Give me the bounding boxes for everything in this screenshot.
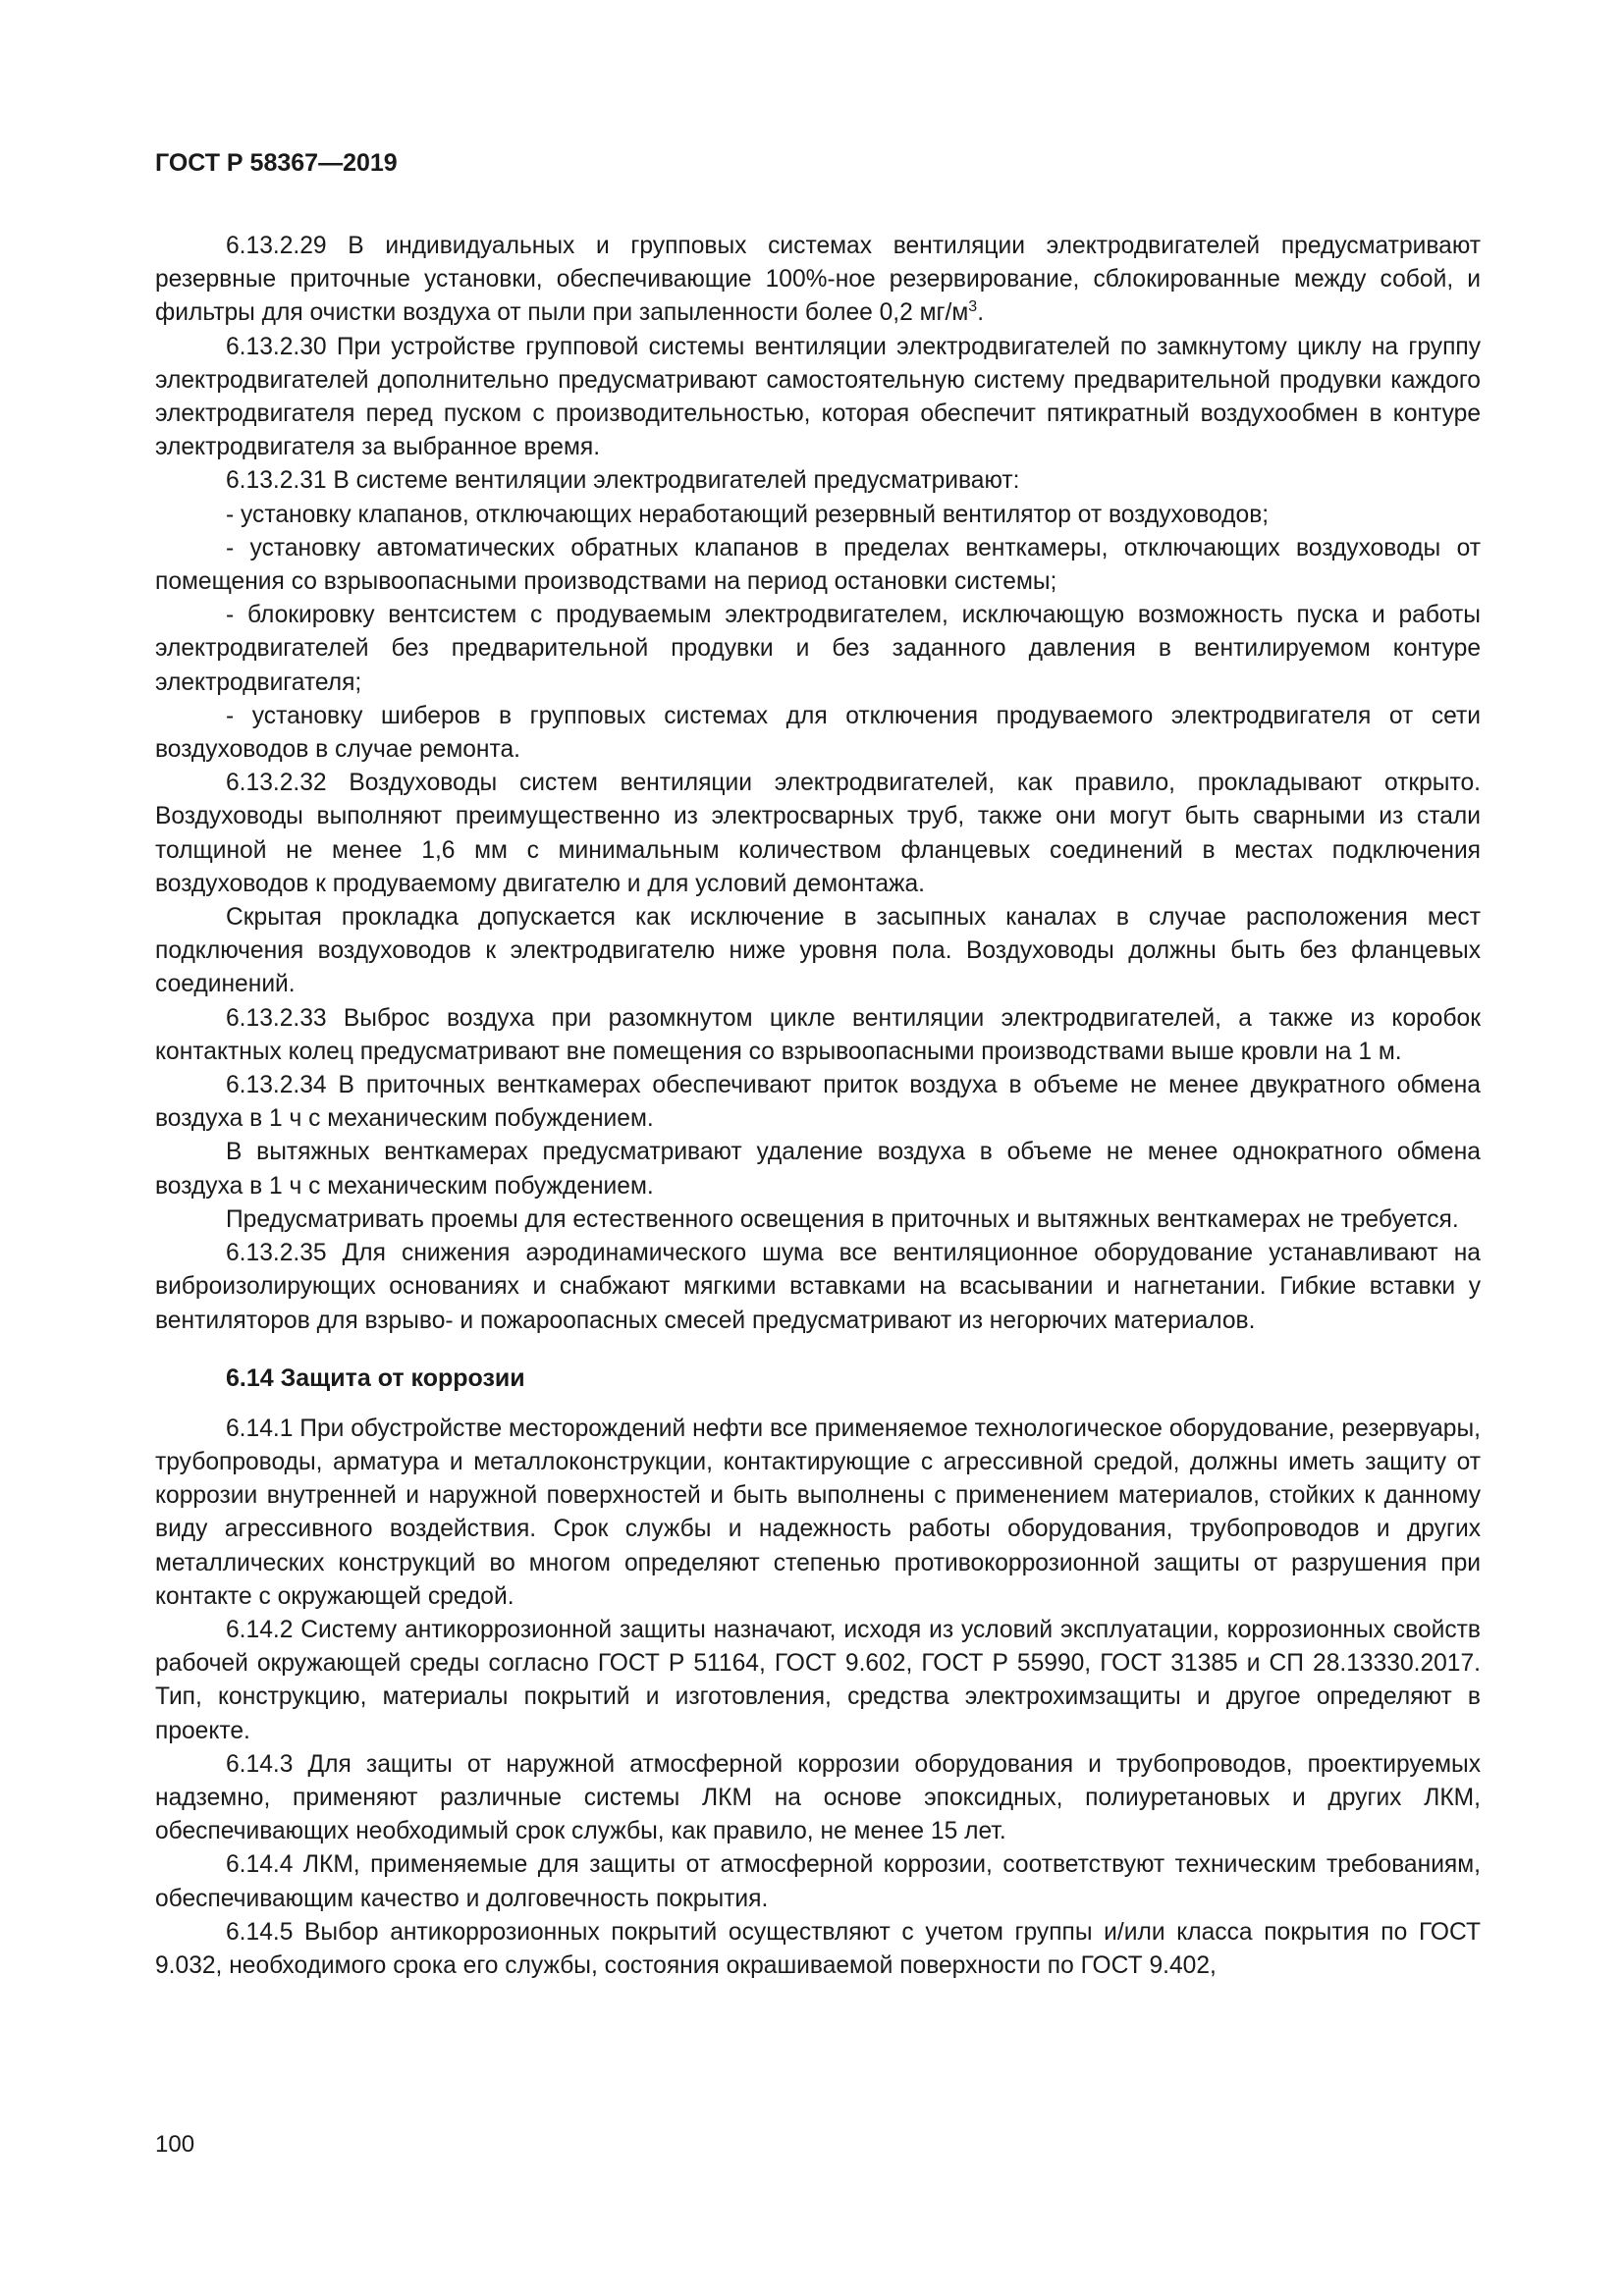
document-page [155, 147, 1481, 1983]
paragraph-6-14-4: 6.14.4 ЛКМ, применяемые для защиты от атмосферной коррозии, соответствуют техническим требованиям, обеспечивающим качество и долговечность покрытия. [155, 1851, 1481, 1912]
paragraph-6-13-2-33: 6.13.2.33 Выброс воздуха при разомкнутом цикле вентиляции электродвигателей, а также из коробок контактных колец предусматривают вне помещения со взрывоопасными производствами выше кровли на 1 м. [155, 1004, 1481, 1065]
paragraph-6-13-2-31: 6.13.2.31 В системе вентиляции электродвигателей предусматривают: [226, 467, 1020, 495]
body-text-before [155, 230, 1481, 1338]
page-number: 100 [155, 2131, 195, 2158]
paragraph-6-13-2-34-openings: Предусматривать проемы для естественного освещения в приточных и вытяжных венткамерах не требуется. [226, 1205, 1459, 1233]
paragraph-6-13-2-32-hidden-laying: Скрытая прокладка допускается как исключение в засыпных каналах в случае расположения мест подключения воздуховодов к электродвигателю ниже уровня пола. Воздуховоды должны быть без фланцевых соединений. [155, 904, 1481, 998]
list-item: - установку автоматических обратных клапанов в пределах венткамеры, отключающих воздуховоды от помещения со взрывоопасными производствами на период остановки системы; [155, 534, 1481, 596]
paragraph-6-13-2-29: 6.13.2.29 В индивидуальных и групповых системах вентиляции электродвигателей предусматривают резервные приточные установки, обеспечивающие 100%-ное резервирование, сблокированные между собой, и фильтры для очистки воздуха от пыли при запыленности более 0,2 $мг/м^3$. [155, 233, 1481, 327]
paragraph-6-13-2-34-exhaust: В вытяжных венткамерах предусматривают удаление воздуха в объеме не менее однократного обмена воздуха в 1 ч с механическим побуждением. [155, 1139, 1481, 1200]
paragraph-6-13-2-29-text: 6.13.2.29 В индивидуальных и групповых системах вентиляции электродвигателей предусматривают резервные приточные установки, обеспечивающие 100%-ное резервирование, сблокированные между собой, и фильтры для очистки воздуха от пыли при запыленности более 0,2 мг/м [155, 233, 1481, 327]
paragraph-6-14-1: 6.14.1 При обустройстве месторождений нефти все применяемое технологическое оборудование, резервуары, трубопроводы, арматура и металлоконструкции, контактирующие с агрессивной средой, должны иметь защиту от коррозии внутренней и наружной поверхностей и быть выполнены с применением материалов, стойких к данному виду агрессивного воздействия. Срок службы и надежность работы оборудования, трубопроводов и других металлических конструкций во многом определяют степенью противокоррозионной защиты от разрушения при контакте с окружающей средой. [155, 1415, 1481, 1610]
body-text-after [155, 1413, 1481, 1983]
list-item: - блокировку вентсистем с продуваемым электродвигателем, исключающую возможность пуска и работы электродвигателей без предварительной продувки и без заданного давления в вентилируемом контуре электродвигателя; [155, 602, 1481, 696]
paragraph-6-13-2-30: 6.13.2.30 При устройстве групповой системы вентиляции электродвигателей по замкнутому циклу на группу электродвигателей дополнительно предусматривают самостоятельную систему предварительной продувки каждого электродвигателя перед пуском с производительностью, которая обеспечит пятикратный воздухообмен в контуре электродвигателя за выбранное время. [155, 333, 1481, 461]
paragraph-6-13-2-35: 6.13.2.35 Для снижения аэродинамического шума все вентиляционное оборудование устанавливают на виброизолирующих основаниях и снабжают мягкими вставками на всасывании и нагнетании. Гибкие вставки у вентиляторов для взрыво- и пожароопасных смесей предусматривают из негорючих материалов. [155, 1240, 1481, 1334]
paragraph-6-14-2: 6.14.2 Систему антикоррозионной защиты назначают, исходя из условий эксплуатации, коррозионных свойств рабочей окружающей среды согласно ГОСТ Р 51164, ГОСТ 9.602, ГОСТ Р 55990, ГОСТ 31385 и СП 28.13330.2017. Тип, конструкцию, материалы покрытий и изготовления, средства электрохимзащиты и другое определяют в проекте. [155, 1616, 1481, 1744]
document-code-header: ГОСТ Р 58367—2019 [155, 149, 398, 177]
section-title-6-14: 6.14 Защита от коррозии [226, 1363, 525, 1392]
superscript-cube: 3 [968, 298, 978, 316]
paragraph-6-13-2-32: 6.13.2.32 Воздуховоды систем вентиляции электродвигателей, как правило, прокладывают открыто. Воздуховоды выполняют преимущественно из электросварных труб, также они могут быть сварными из стали толщиной не менее 1,6 мм с минимальным количеством фланцевых соединений в местах подключения воздуховодов к продуваемому двигателю и для условий демонтажа. [155, 770, 1481, 897]
paragraph-6-14-5: 6.14.5 Выбор антикоррозионных покрытий осуществляют с учетом группы и/или класса покрытия по ГОСТ 9.032, необходимого срока его службы, состояния окрашиваемой поверхности по ГОСТ 9.402, [155, 1918, 1481, 1979]
paragraph-6-13-2-34: 6.13.2.34 В приточных венткамерах обеспечивают приток воздуха в объеме не менее двукратного обмена воздуха в 1 ч с механическим побуждением. [155, 1072, 1481, 1133]
list-item: - установку шиберов в групповых системах для отключения продуваемого электродвигателя от сети воздуховодов в случае ремонта. [155, 702, 1481, 764]
list-item: - установку клапанов, отключающих неработающий резервный вентилятор от воздуховодов; [226, 501, 1270, 528]
paragraph-6-14-3: 6.14.3 Для защиты от наружной атмосферной коррозии оборудования и трубопроводов, проектируемых надземно, применяют различные системы ЛКМ на основе эпоксидных, полиуретановых и других ЛКМ, обеспечивающих необходимый срок службы, как правило, не менее 15 лет. [155, 1750, 1481, 1845]
